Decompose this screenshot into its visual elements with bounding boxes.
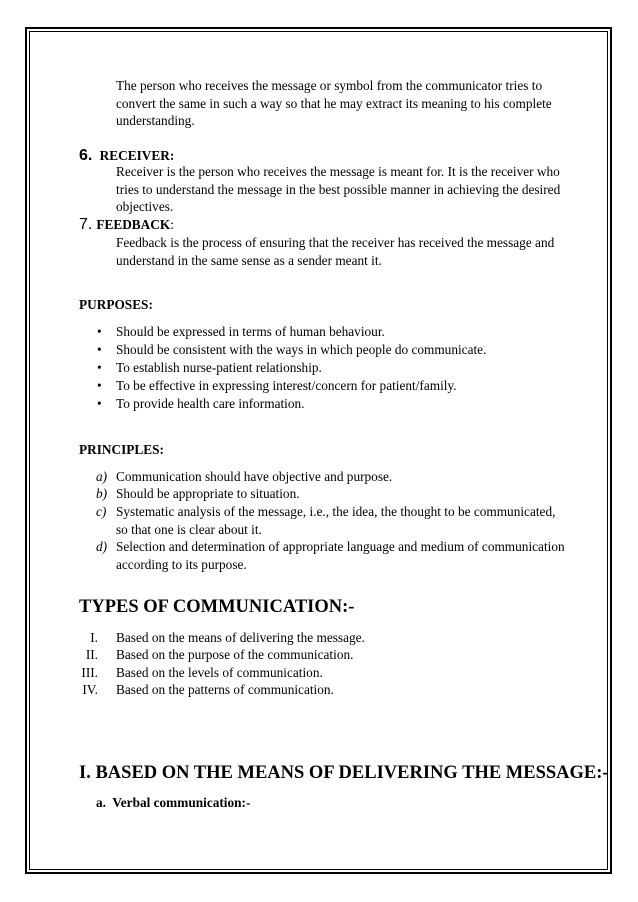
bullet-marker: • bbox=[97, 324, 102, 339]
feedback-heading bbox=[79, 216, 174, 234]
type-item: Based on the patterns of communication. bbox=[116, 682, 334, 697]
purpose-item: Should be expressed in terms of human behaviour. bbox=[116, 324, 385, 339]
type-marker: IV. bbox=[82, 682, 98, 697]
type-item: Based on the levels of communication. bbox=[116, 665, 323, 680]
purpose-item: To provide health care information. bbox=[116, 396, 305, 411]
purpose-item: Should be consistent with the ways in which people do communicate. bbox=[116, 342, 487, 357]
purposes-heading: PURPOSES: bbox=[79, 297, 153, 312]
verbal-communication-subheading: a. Verbal communication:- bbox=[96, 795, 251, 810]
type-marker: III. bbox=[81, 665, 98, 680]
type-item: Based on the means of delivering the message. bbox=[116, 630, 365, 645]
principle-marker: d) bbox=[96, 539, 108, 554]
principle-marker: b) bbox=[96, 486, 108, 501]
bullet-marker: • bbox=[97, 342, 102, 357]
principles-heading: PRINCIPLES: bbox=[79, 442, 164, 457]
principle-item: Communication should have objective and purpose. bbox=[116, 469, 393, 484]
feedback-number: 7. bbox=[79, 216, 93, 233]
purpose-item: To be effective in expressing interest/concern for patient/family. bbox=[116, 378, 457, 393]
principle-item: Should be appropriate to situation. bbox=[116, 486, 300, 501]
type-item: Based on the purpose of the communication. bbox=[116, 647, 354, 662]
receiver-paragraph: Receiver is the person who receives the message is meant for. It is the receiver who tries to understand the message in the best possible manner in achieving the desired objectives. bbox=[116, 164, 561, 214]
purpose-item: To establish nurse-patient relationship. bbox=[116, 360, 322, 375]
feedback-title: FEEDBACK bbox=[96, 217, 171, 232]
type-marker: II. bbox=[85, 647, 98, 662]
bullet-marker: • bbox=[97, 360, 102, 375]
type-marker: I. bbox=[90, 630, 98, 645]
receiver-number: 6. bbox=[79, 147, 93, 164]
intro-paragraph: The person who receives the message or symbol from the communicator tries to convert the same in such a way so that he may extract its meaning to his complete understanding. bbox=[116, 78, 552, 128]
bullet-marker: • bbox=[97, 396, 102, 411]
types-heading: TYPES OF COMMUNICATION:- bbox=[79, 597, 355, 617]
receiver-heading bbox=[79, 147, 174, 165]
principle-item: Selection and determination of appropriate language and medium of communication according to its purpose. bbox=[116, 539, 565, 572]
principle-marker: c) bbox=[96, 504, 107, 519]
receiver-title: RECEIVER: bbox=[99, 148, 175, 163]
section-i-heading: I. BASED ON THE MEANS OF DELIVERING THE MESSAGE:- bbox=[79, 763, 609, 783]
principle-marker: a) bbox=[96, 469, 108, 484]
bullet-marker: • bbox=[97, 378, 102, 393]
feedback-paragraph: Feedback is the process of ensuring that the receiver has received the message and understand in the same sense as a sender meant it. bbox=[116, 235, 555, 268]
principle-item: Systematic analysis of the message, i.e., the idea, the thought to be communicated, so that one is clear about it. bbox=[116, 504, 556, 537]
feedback-colon: : bbox=[170, 217, 174, 232]
